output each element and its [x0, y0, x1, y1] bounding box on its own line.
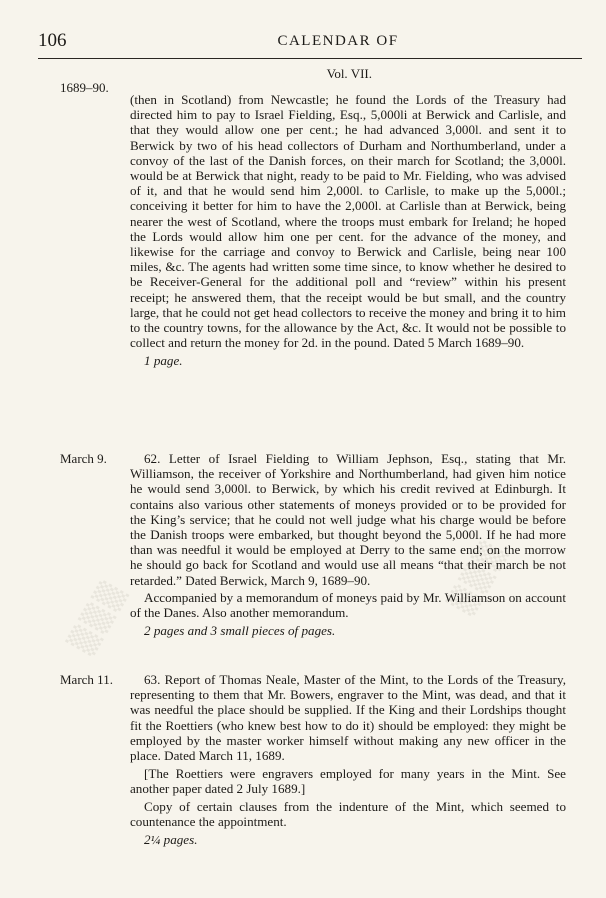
editorial-note: [The Roettiers were engravers employed for many years in the Mint. See another paper dated 2 July 1689.]: [130, 766, 566, 797]
page-count: 1 page.: [144, 353, 183, 369]
entry-paragraph: (then in Scotland) from Newcastle; he found the Lords of the Treasury had directed him to pay to Israel Fielding, Esq., 5,000li at Berwick and Carlisle, and that they would allow one per cent.; he had advanced 3,000l. and sent it to Berwick by two of his head collectors of Durham and Northumberland, under a convoy of the last of the Danish forces, on their march for Scotland; the 3,000l. would be at Berwick that night, ready to be paid to Mr. Fielding, who was advised of it, and that he would send him 2,000l. to Carlisle, to make up the 5,000l.; conceiving it better for him to have the 2,000l. at Carlisle than at Berwick, being nearer the west of Scotland, where the troops must embark for Ireland; he hoped the Lords would allow him one per cent. for the advance of the money, and likewise for the carriage and convoy to Berwick and Carlisle, being near 100 miles, &c. The agents had written some time since, to know whether he desired to be Receiver-General for the additional poll and “review” within his present receipt; he answered them, that the receipt would be but small, and the country large, that he could not get head collectors to receive the money and bring it to him to the country towns, for the allowance by the Act, &c. It would not be possible to collect and return the money for 2d. in the pound. Dated 5 March 1689–90.: [130, 92, 566, 351]
entry-text: [130, 92, 566, 369]
page-count: 2¼ pages.: [144, 832, 198, 848]
volume-label: Vol. VII.: [326, 66, 372, 81]
page-count: 2 pages and 3 small pieces of pages.: [144, 623, 336, 639]
entry-date: 1689–90.: [60, 80, 109, 95]
page-number: 106: [38, 30, 67, 51]
entry-paragraph: Accompanied by a memorandum of moneys paid by Mr. Williamson on account of the Danes. Also another memorandum.: [130, 589, 566, 621]
header-rule: [38, 58, 582, 59]
entry-paragraph: 62. Letter of Israel Fielding to William Jephson, Esq., stating that Mr. Williamson, the receiver of Yorkshire and Northumberland, had given him notice he would send 3,000l. to Berwick, by which his credit revived at Edinburgh. It contains also various other statements of moneys provided or to be provided for the King’s service; that he could not well judge what his charge would be before the Danish troops were embarked, but thought beyond the 5,000l. If he had more than was needful it would be employed at Derry to the same end; on the morrow he should go back for Scotland and would use all means “that their march be not retarded.” Dated Berwick, March 9, 1689–90.: [130, 451, 566, 588]
entry-text: [130, 672, 566, 847]
entry-date: March 11.: [60, 672, 113, 687]
running-head: CALENDAR OF: [277, 33, 399, 49]
watermark: ▒▒▒: [444, 535, 512, 618]
entry-paragraph: Copy of certain clauses from the indenture of the Mint, which seemed to countenance the appointment.: [130, 798, 566, 829]
entry-text: [130, 451, 566, 638]
entry-date: March 9.: [60, 451, 107, 466]
entry-paragraph: 63. Report of Thomas Neale, Master of the Mint, to the Lords of the Treasury, representing to them that Mr. Bowers, engraver to the Mint, was dead, and that it was needful the place should be supplied. If the King and their Lordships thought fit the Roettiers (who knew best how to do it) should be employed: they might be employed by the master worker himself without making any new officer in the place. Dated March 11, 1689.: [130, 672, 566, 764]
watermark: ▒▒▒: [64, 575, 132, 658]
